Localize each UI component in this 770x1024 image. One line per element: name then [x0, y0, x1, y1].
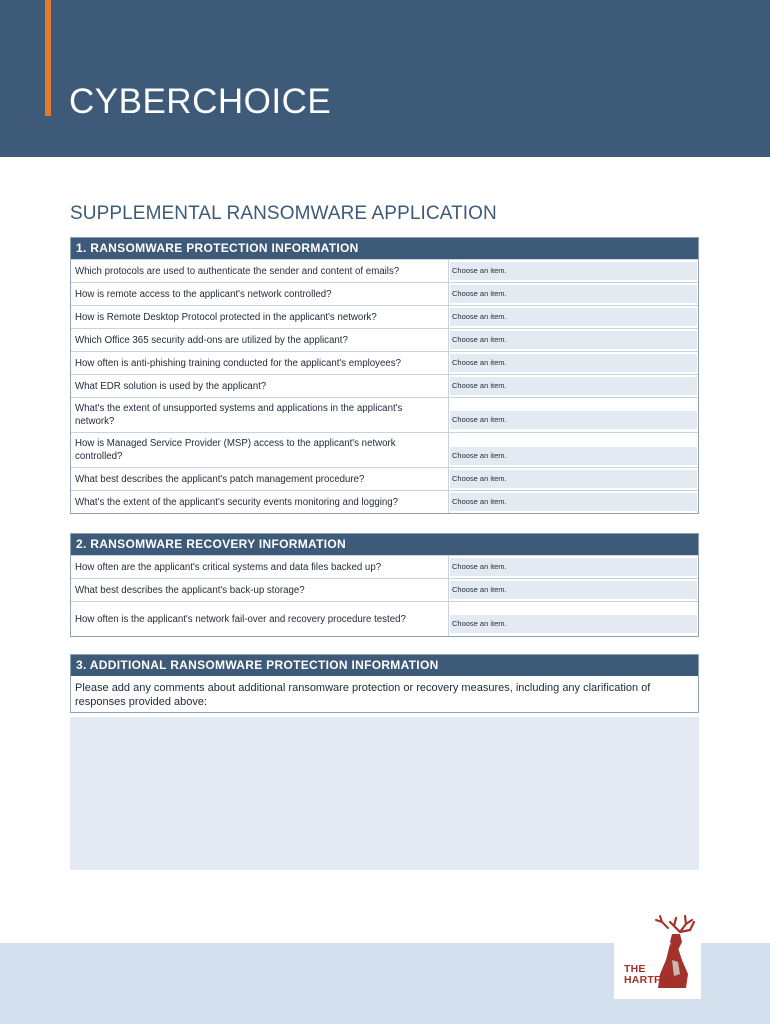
question-row	[71, 467, 698, 490]
question-row	[71, 490, 698, 513]
section-protection-info	[70, 237, 699, 514]
question-row	[71, 601, 698, 636]
question-label: How often is anti-phishing training conducted for the applicant's employees?	[75, 357, 402, 369]
answer-dropdown[interactable]: Choose an item.	[450, 262, 697, 280]
section-header: 1. RANSOMWARE PROTECTION INFORMATION	[71, 238, 698, 259]
answer-dropdown[interactable]: Choose an item.	[450, 447, 697, 465]
answer-dropdown[interactable]: Choose an item.	[450, 411, 697, 429]
logo-wordmark	[624, 964, 685, 986]
section-header: 3. ADDITIONAL RANSOMWARE PROTECTION INFORMATION	[71, 655, 698, 676]
answer-dropdown[interactable]: Choose an item.	[450, 377, 697, 395]
answer-dropdown[interactable]: Choose an item.	[450, 558, 697, 576]
comments-textarea[interactable]	[70, 717, 699, 870]
answer-dropdown[interactable]: Choose an item.	[450, 615, 697, 633]
section-recovery-info	[70, 533, 699, 637]
question-row	[71, 555, 698, 578]
question-row	[71, 397, 698, 432]
question-label: How is Remote Desktop Protocol protected in the applicant's network?	[75, 311, 377, 323]
question-row	[71, 282, 698, 305]
answer-dropdown[interactable]: Choose an item.	[450, 285, 697, 303]
question-row	[71, 432, 698, 467]
header-banner	[0, 0, 770, 157]
hartford-logo	[614, 912, 701, 999]
logo-line-the: THE	[624, 963, 646, 975]
question-row	[71, 259, 698, 282]
section-header: 2. RANSOMWARE RECOVERY INFORMATION	[71, 534, 698, 555]
question-label: What best describes the applicant's back-up storage?	[75, 584, 305, 596]
question-label: Which Office 365 security add-ons are utilized by the applicant?	[75, 334, 348, 346]
answer-dropdown[interactable]: Choose an item.	[450, 354, 697, 372]
question-row	[71, 305, 698, 328]
question-label: What's the extent of the applicant's security events monitoring and logging?	[75, 496, 399, 508]
question-label: How is Managed Service Provider (MSP) access to the applicant's network controlled?	[75, 438, 396, 462]
question-label: How is remote access to the applicant's network controlled?	[75, 288, 332, 300]
question-label: How often is the applicant's network fail-over and recovery procedure tested?	[75, 613, 406, 625]
question-label: Which protocols are used to authenticate the sender and content of emails?	[75, 265, 400, 277]
question-label: What's the extent of unsupported systems and applications in the applicant's network?	[75, 403, 403, 427]
section-additional-info	[70, 654, 699, 713]
document-title: SUPPLEMENTAL RANSOMWARE APPLICATION	[70, 203, 497, 224]
comment-prompt: Please add any comments about additional ransomware protection or recovery measures, including any clarification of responses provided above:	[75, 682, 651, 708]
question-label: What best describes the applicant's patch management procedure?	[75, 473, 365, 485]
question-label: What EDR solution is used by the applicant?	[75, 380, 267, 392]
answer-dropdown[interactable]: Choose an item.	[450, 308, 697, 326]
answer-dropdown[interactable]: Choose an item.	[450, 470, 697, 488]
answer-dropdown[interactable]: Choose an item.	[450, 581, 697, 599]
answer-dropdown[interactable]: Choose an item.	[450, 331, 697, 349]
accent-bar	[45, 0, 51, 116]
question-row	[71, 578, 698, 601]
question-row	[71, 351, 698, 374]
question-row	[71, 328, 698, 351]
logo-line-hartford: HARTFORD	[624, 974, 685, 986]
question-label: How often are the applicant's critical systems and data files backed up?	[75, 561, 382, 573]
answer-dropdown[interactable]: Choose an item.	[450, 493, 697, 511]
question-row	[71, 374, 698, 397]
product-title: CYBERCHOICE	[69, 82, 332, 121]
